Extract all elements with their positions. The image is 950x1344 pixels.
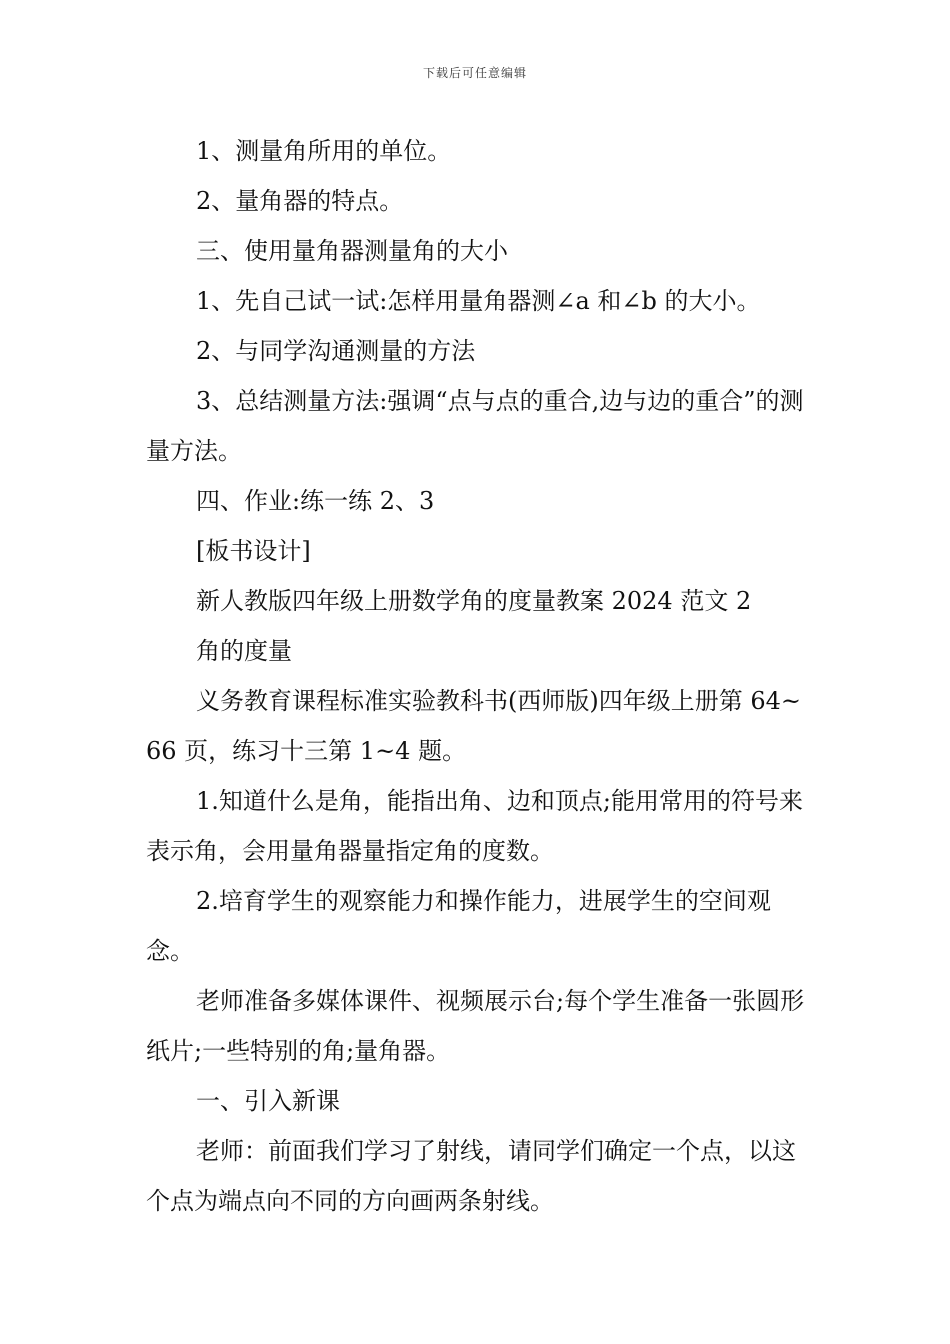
paragraph: 1、先自己试一试:怎样用量角器测∠a 和∠b 的大小。 — [196, 287, 761, 315]
paragraph: 角的度量 — [196, 637, 292, 665]
document-body — [146, 126, 808, 1226]
paragraph: 1、测量角所用的单位。 — [196, 137, 452, 165]
paragraph: [板书设计] — [196, 537, 311, 565]
paragraph: 2.培育学生的观察能力和操作能力，进展学生的空间观念。 — [146, 887, 771, 965]
paragraph: 2、与同学沟通测量的方法 — [196, 337, 476, 365]
paragraph: 1.知道什么是角，能指出角、边和顶点;能用常用的符号来表示角，会用量角器量指定角的度数。 — [146, 787, 803, 865]
paragraph: 2、量角器的特点。 — [196, 187, 404, 215]
document-title: 新人教版四年级上册数学角的度量教案 2024 范文 2 — [196, 587, 752, 615]
page-header: 下载后可任意编辑 — [422, 66, 527, 80]
section-heading: 三、使用量角器测量角的大小 — [196, 237, 508, 265]
paragraph: 老师准备多媒体课件、视频展示台;每个学生准备一张圆形纸片;一些特别的角;量角器。 — [146, 987, 805, 1065]
paragraph: 义务教育课程标准实验教科书(西师版)四年级上册第 64~66 页，练习十三第 1~4 题。 — [146, 687, 802, 765]
paragraph: 老师：前面我们学习了射线，请同学们确定一个点，以这个点为端点向不同的方向画两条射线。 — [146, 1137, 796, 1215]
section-heading: 一、引入新课 — [196, 1087, 340, 1115]
paragraph: 3、总结测量方法:强调“点与点的重合,边与边的重合”的测量方法。 — [146, 387, 804, 465]
section-heading: 四、作业:练一练 2、3 — [196, 487, 435, 515]
